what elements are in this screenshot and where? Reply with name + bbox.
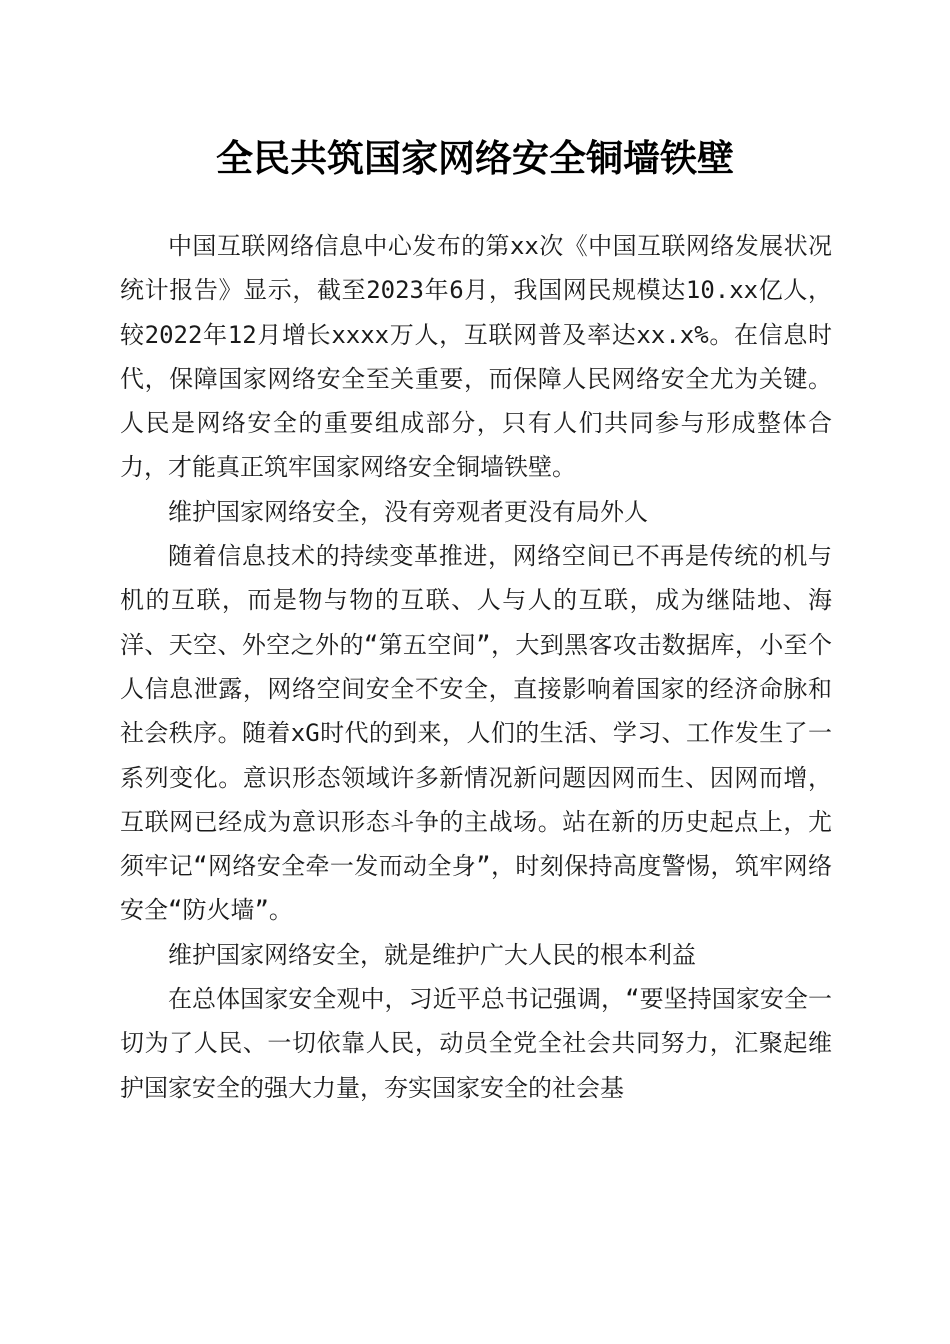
paragraph-section-1: 随着信息技术的持续变革推进，网络空间已不再是传统的机与机的互联，而是物与物的互联、人与人的互联，成为继陆地、海洋、天空、外空之外的“第五空间”，大到黑客攻击数据库，小至个人信息泄露，网络空间安全不安全，直接影响着国家的经济命脉和社会秩序。随着xG时代的到来，人们的生活、学习、工作发生了一系列变化。意识形态领域许多新情况新问题因网而生、因网而增，互联网已经成为意识形态斗争的主战场。站在新的历史起点上，尤须牢记“网络安全牵一发而动全身”，时刻保持高度警惕，筑牢网络安全“防火墙”。 [120, 542, 832, 925]
paragraph-intro: 中国互联网络信息中心发布的第xx次《中国互联网络发展状况统计报告》显示，截至2023年6月，我国网民规模达10.xx亿人，较2022年12月增长xxxx万人，互联网普及率达xx.x%。在信息时代，保障国家网络安全至关重要，而保障人民网络安全尤为关键。人民是网络安全的重要组成部分，只有人们共同参与形成整体合力，才能真正筑牢国家网络安全铜墙铁壁。 [120, 232, 832, 482]
paragraph-section-2: 在总体国家安全观中，习近平总书记强调，“要坚持国家安全一切为了人民、一切依靠人民，动员全党全社会共同努力，汇聚起维护国家安全的强大力量，夯实国家安全的社会基 [120, 985, 832, 1102]
document-title: 全民共筑国家网络安全铜墙铁壁 [216, 136, 734, 180]
document-body [120, 224, 832, 1110]
section-heading-1: 维护国家网络安全，没有旁观者更没有局外人 [168, 497, 648, 526]
section-heading-2: 维护国家网络安全，就是维护广大人民的根本利益 [168, 940, 696, 969]
